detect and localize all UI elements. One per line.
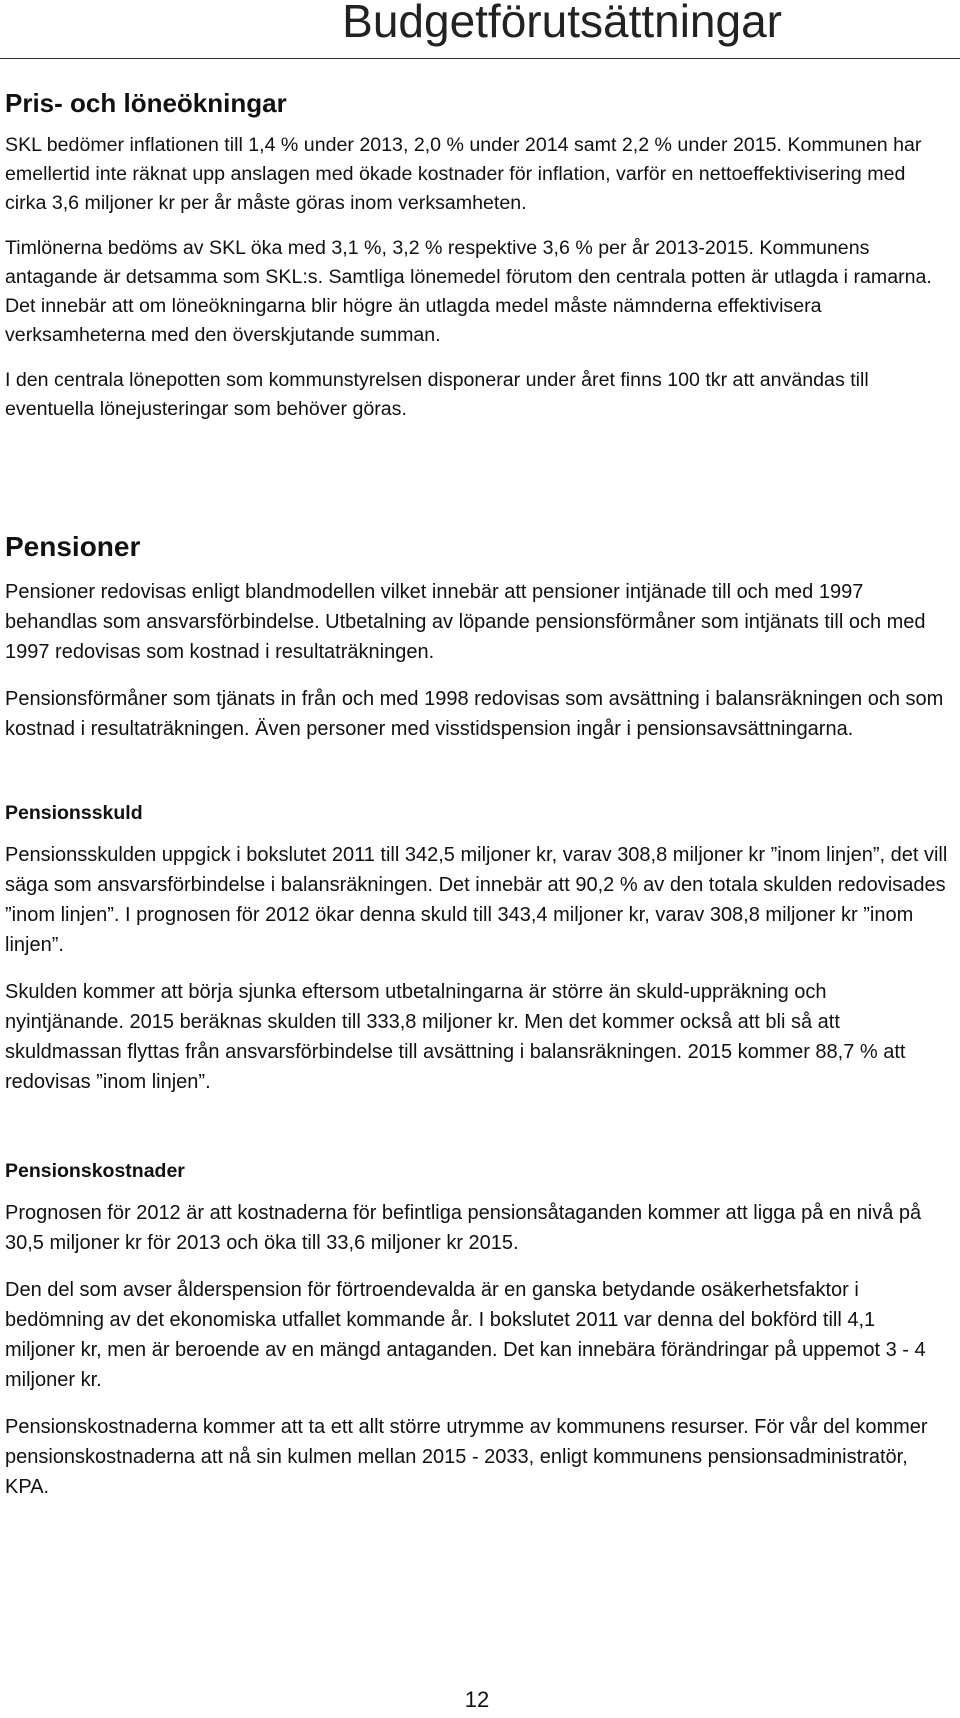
paragraph: Skulden kommer att börja sjunka eftersom utbetalningarna är större än skuld-uppräkning och nyintjänande. 2015 beräknas skulden till 333,8 miljoner kr. Men det kommer också att bli så att skuldmassan flyttas från ansvarsförbindelse till avsättning i balansräkningen. 2015 kommer 88,7 % att redovisas ”inom linjen”. (5, 981, 906, 1094)
section-pensionskostnader (5, 1160, 950, 1502)
header-divider (0, 58, 960, 59)
section-pensioner (5, 530, 950, 744)
paragraph: Pensionskostnaderna kommer att ta ett allt större utrymme av kommunens resurser. För vår del kommer pensionskostnaderna att nå sin kulmen mellan 2015 - 2033, enligt kommunens pensionsadministratör, KPA. (5, 1416, 928, 1499)
paragraph: Pensionsskulden uppgick i bokslutet 2011 till 342,5 miljoner kr, varav 308,8 miljoner kr ”inom linjen”, det vill säga som ansvarsförbindelse i balansräkningen. Det innebär att 90,2 % av den totala skulden redovisades ”inom linjen”. I prognosen för 2012 ökar denna skuld till 343,4 miljoner kr, varav 308,8 miljoner kr ”inom linjen”. (5, 844, 948, 957)
section-pris-och-loneokningar (5, 88, 950, 424)
paragraph: Pensionsförmåner som tjänats in från och med 1998 redovisas som avsättning i balansräkningen och som kostnad i resultaträkningen. Även personer med visstidspension ingår i pensionsavsättningarna. (5, 687, 944, 740)
paragraph: Prognosen för 2012 är att kostnaderna för befintliga pensionsåtaganden kommer att ligga på en nivå på 30,5 miljoner kr för 2013 och öka till 33,6 miljoner kr 2015. (5, 1202, 922, 1255)
page-header (0, 0, 960, 62)
page-number: 12 (464, 1687, 490, 1712)
paragraph: Den del som avser ålderspension för förtroendevalda är en ganska betydande osäkerhetsfaktor i bedömning av det ekonomiska utfallet kommande år. I bokslutet 2011 var denna del bokförd till 4,1 miljoner kr, men är beroende av en mängd antaganden. Det kan innebära förändringar på uppemot 3 - 4 miljoner kr. (5, 1279, 926, 1392)
section-heading: Pensioner (5, 531, 141, 562)
paragraph: Timlönerna bedöms av SKL öka med 3,1 %, 3,2 % respektive 3,6 % per år 2013-2015. Kommunens antagande är detsamma som SKL:s. Samtliga lönemedel förutom den centrala potten är utlagda i ramarna. Det innebär att om löneökningarna blir högre än utlagda medel måste nämnderna effektivisera verksamheterna med den överskjutande summan. (5, 237, 932, 347)
section-pensionsskuld (5, 802, 950, 1097)
section-heading: Pensionsskuld (5, 802, 143, 824)
section-heading: Pris- och löneökningar (5, 88, 287, 118)
paragraph: I den centrala lönepotten som kommunstyrelsen disponerar under året finns 100 tkr att användas till eventuella lönejusteringar som behöver göras. (5, 369, 869, 421)
section-heading: Pensionskostnader (5, 1160, 185, 1182)
paragraph: SKL bedömer inflationen till 1,4 % under 2013, 2,0 % under 2014 samt 2,2 % under 2015. Kommunen har emellertid inte räknat upp anslagen med ökade kostnader för inflation, varför en nettoeffektivisering med cirka 3,6 miljoner kr per år måste göras inom verksamheten. (5, 134, 922, 215)
page-header-title: Budgetförutsättningar (342, 0, 782, 47)
paragraph: Pensioner redovisas enligt blandmodellen vilket innebär att pensioner intjänade till och med 1997 behandlas som ansvarsförbindelse. Utbetalning av löpande pensionsförmåner som intjänats till och med 1997 redovisas som kostnad i resultaträkningen. (5, 580, 926, 663)
